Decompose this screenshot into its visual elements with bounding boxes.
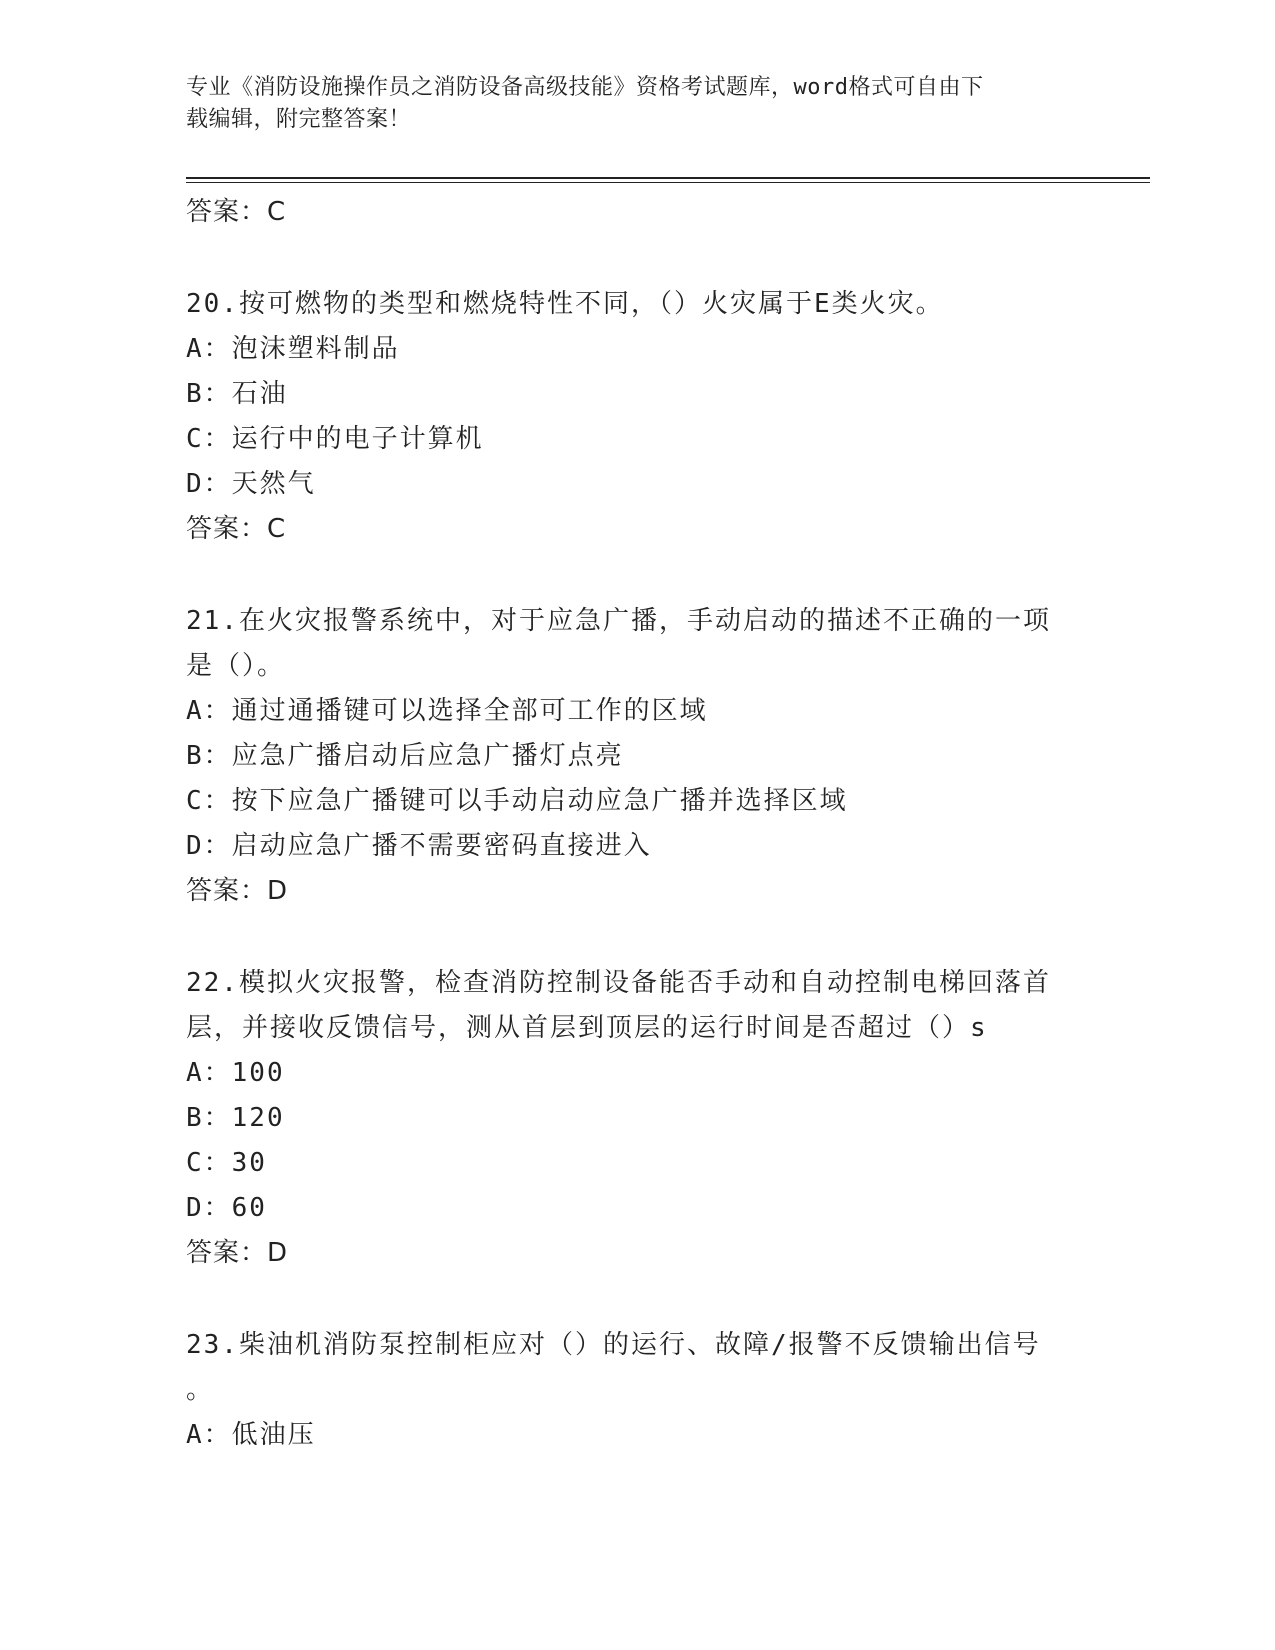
question-stem-cont: 层，并接收反馈信号，测从首层到顶层的运行时间是否超过（）s: [186, 1013, 988, 1043]
question-stem: 22.模拟火灾报警，检查消防控制设备能否手动和自动控制电梯回落首: [186, 968, 1051, 998]
option-a: A：泡沫塑料制品: [186, 334, 400, 364]
option-c: C：运行中的电子计算机: [186, 424, 484, 454]
header-line-2: 载编辑，附完整答案！: [186, 107, 412, 132]
spacer: [186, 914, 1086, 961]
answer-line: 答案：C: [186, 197, 287, 227]
option-b: B：应急广播启动后应急广播灯点亮: [186, 741, 624, 771]
option-b: B：石油: [186, 379, 288, 409]
answer-line: 答案：C: [186, 514, 287, 544]
question-stem: 23.柴油机消防泵控制柜应对（）的运行、故障/报警不反馈输出信号: [186, 1330, 1041, 1360]
question-22: [186, 961, 1086, 1276]
question-20: [186, 282, 1086, 552]
option-d: D：60: [186, 1193, 267, 1223]
header-line-1: 专业《消防设施操作员之消防设备高级技能》资格考试题库，word格式可自由下: [186, 75, 984, 100]
option-a: A：100: [186, 1058, 285, 1088]
question-stem: 21.在火灾报警系统中，对于应急广播，手动启动的描述不正确的一项: [186, 606, 1051, 636]
question-stem-cont: 是（）。: [186, 651, 286, 681]
answer-line: 答案：D: [186, 1238, 289, 1268]
header-rule-thin: [186, 182, 1150, 183]
document-header: [186, 72, 1066, 136]
question-23: [186, 1323, 1086, 1458]
option-c: C：30: [186, 1148, 267, 1178]
document-body: [186, 190, 1086, 1458]
option-a: A：通过通播键可以选择全部可工作的区域: [186, 696, 708, 726]
header-rule-thick: [186, 177, 1150, 179]
spacer: [186, 552, 1086, 599]
spacer: [186, 1276, 1086, 1323]
question-stem-cont: 。: [186, 1375, 215, 1405]
option-c: C：按下应急广播键可以手动启动应急广播并选择区域: [186, 786, 848, 816]
question-21: [186, 599, 1086, 914]
answer-line: 答案：D: [186, 876, 289, 906]
option-d: D：启动应急广播不需要密码直接进入: [186, 831, 652, 861]
question-stem: 20.按可燃物的类型和燃烧特性不同，（）火灾属于E类火灾。: [186, 289, 944, 319]
option-d: D：天然气: [186, 469, 316, 499]
option-a: A：低油压: [186, 1420, 316, 1450]
spacer: [186, 235, 1086, 282]
option-b: B：120: [186, 1103, 285, 1133]
